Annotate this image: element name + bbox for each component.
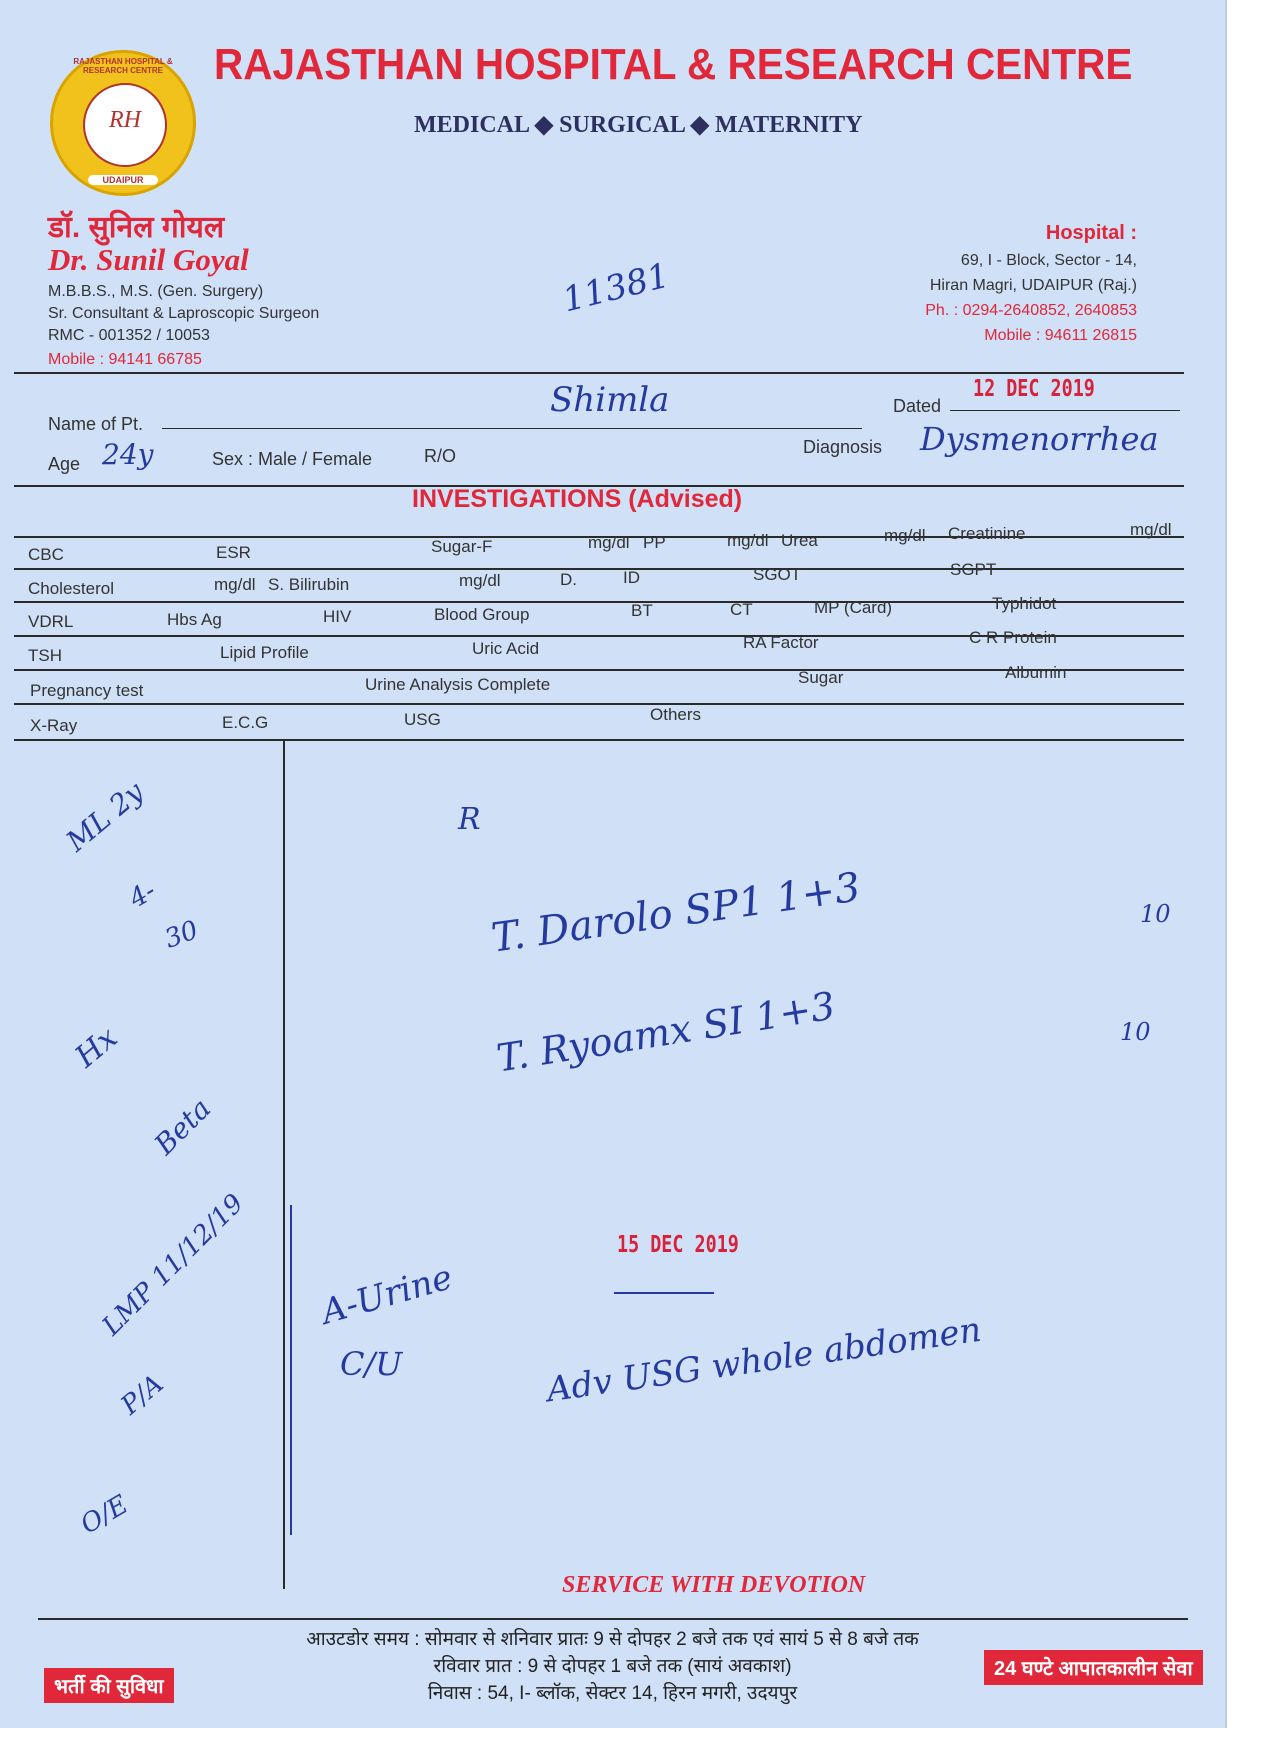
hospital-mobile: Mobile : 94611 26815: [984, 327, 1137, 344]
inv-ecg: E.C.G: [222, 713, 269, 732]
emergency-badge: 24 घण्टे आपातकालीन सेवा: [984, 1650, 1203, 1685]
inv-hiv: HIV: [323, 607, 352, 626]
header-divider: [14, 372, 1184, 374]
age-value: 24y: [102, 438, 154, 471]
diagnosis-value: Dysmenorrhea: [920, 420, 1159, 458]
note-left-7: P/A: [115, 1369, 170, 1421]
advice-3: Adv USG whole abdomen: [544, 1309, 984, 1411]
inv-sgot: SGOT: [753, 565, 802, 584]
footer-line-3: निवास : 54, I- ब्लॉक, सेक्टर 14, हिरन मगरी, उदयपुर: [427, 1683, 798, 1704]
inv-others: Others: [650, 705, 702, 724]
inv-urea-unit: mg/dl: [884, 526, 926, 545]
doctor-name: Dr. Sunil Goyal: [48, 242, 249, 277]
patient-name-line: [162, 428, 862, 429]
footer-line-1: आउटडोर समय : सोमवार से शनिवार प्रातः 9 से दोपहर 2 बजे तक एवं सायं 5 से 8 बजे तक: [306, 1629, 919, 1650]
inv-albumin: Albumin: [1005, 663, 1067, 682]
inv-blood-group: Blood Group: [434, 605, 530, 624]
diagnosis-label: Diagnosis: [803, 437, 883, 457]
logo-monogram: RH: [109, 107, 141, 133]
note-left-1: ML 2y: [59, 775, 150, 858]
file-number: 11381: [558, 255, 674, 321]
inv-cbc: CBC: [28, 545, 64, 564]
rx-line-2: T. Ryoamx SI 1+3: [493, 983, 839, 1081]
inv-sugar: Sugar: [798, 668, 844, 687]
note-left-8: O/E: [75, 1489, 134, 1541]
inv-sugar-f-unit: mg/dl: [588, 533, 630, 552]
inv-pp: PP: [643, 533, 666, 552]
inv-cholesterol-unit: mg/dl: [214, 575, 256, 594]
investigations-title: INVESTIGATIONS (Advised): [412, 485, 743, 513]
inv-uric-acid: Uric Acid: [472, 639, 540, 658]
inv-cholesterol: Cholesterol: [28, 579, 114, 598]
note-left-3: 30: [160, 915, 203, 955]
logo-city: UDAIPUR: [88, 175, 158, 185]
inv-pp-unit: mg/dl: [727, 531, 769, 550]
doctor-degrees: M.B.B.S., M.S. (Gen. Surgery): [48, 283, 264, 300]
hospital-logo: [50, 50, 196, 196]
inv-sgpt: SGPT: [950, 560, 997, 579]
inv-creatinine-unit: mg/dl: [1130, 520, 1172, 539]
note-left-6: LMP 11/12/19: [96, 1188, 250, 1342]
age-label: Age: [48, 454, 81, 474]
inv-tsh: TSH: [28, 646, 62, 665]
admission-badge: भर्ती की सुविधा: [44, 1668, 174, 1703]
note-margin-line: [290, 1205, 292, 1535]
inv-row-line-2: [14, 568, 1184, 570]
inv-lipid-profile: Lipid Profile: [220, 643, 309, 662]
hospital-address-1: 69, I - Block, Sector - 14,: [960, 252, 1137, 269]
inv-urine-analysis: Urine Analysis Complete: [365, 675, 551, 694]
date-stamp: 12 DEC 2019: [973, 376, 1095, 402]
inv-s-bilirubin-unit: mg/dl: [459, 571, 501, 590]
inv-row-line-6: [14, 703, 1184, 705]
footer-slogan: SERVICE WITH DEVOTION: [562, 1572, 866, 1598]
inv-xray: X-Ray: [30, 716, 78, 735]
ro-label: R/O: [424, 446, 457, 466]
inv-ra-factor: RA Factor: [743, 633, 819, 652]
inv-direct: D.: [560, 570, 577, 589]
inv-esr: ESR: [216, 543, 251, 562]
inv-c-r-protein: C R Protein: [969, 628, 1057, 647]
inv-row-line-7: [14, 739, 1184, 741]
follow-up-stamp: 15 DEC 2019: [617, 1232, 739, 1258]
inv-sugar-f: Sugar-F: [431, 537, 493, 556]
rx-line-1: T. Darolo SP1 1+3: [488, 864, 864, 962]
doctor-mobile: Mobile : 94141 66785: [48, 351, 202, 368]
inv-ct: CT: [730, 600, 753, 619]
hospital-address-2: Hiran Magri, UDAIPUR (Raj.): [929, 277, 1137, 294]
patient-name-label: Name of Pt.: [48, 414, 144, 434]
notes-divider: [283, 739, 285, 1589]
inv-bt: BT: [631, 601, 653, 620]
note-left-2: 4-: [124, 875, 162, 915]
dated-line: [950, 410, 1180, 411]
inv-usg: USG: [404, 710, 441, 729]
rx-symbol: R: [458, 802, 481, 837]
hospital-subtitle: MEDICAL ◆ SURGICAL ◆ MATERNITY: [414, 112, 863, 138]
inv-mp-card: MP (Card): [814, 598, 893, 617]
inv-s-bilirubin: S. Bilirubin: [268, 575, 350, 594]
inv-creatinine: Creatinine: [948, 524, 1026, 543]
note-left-5: Beta: [147, 1091, 218, 1162]
rx-days-2: 10: [1120, 1018, 1151, 1046]
dated-label: Dated: [893, 396, 942, 416]
doctor-rmc: RMC - 001352 / 10053: [48, 327, 210, 344]
hospital-label: Hospital :: [1045, 222, 1137, 244]
sex-label: Sex : Male / Female: [212, 449, 373, 469]
note-left-4: Hx: [68, 1020, 125, 1075]
inv-hbsag: Hbs Ag: [167, 610, 222, 629]
footer-line-2: रविवार प्रात : 9 से दोपहर 1 बजे तक (सायं अवकाश): [433, 1656, 792, 1677]
advice-2: C/U: [340, 1345, 403, 1383]
logo-ring-text: RAJASTHAN HOSPITAL & RESEARCH CENTRE: [73, 57, 173, 75]
hospital-phone: Ph. : 0294-2640852, 2640853: [925, 302, 1137, 319]
inv-urea: Urea: [781, 531, 818, 550]
inv-pregnancy-test: Pregnancy test: [30, 681, 144, 700]
footer-divider: [38, 1618, 1188, 1620]
rx-days-1: 10: [1140, 900, 1171, 928]
doctor-name-hindi: डॉ. सुनिल गोयल: [48, 211, 225, 244]
advice-1: A-Urine: [317, 1257, 457, 1333]
logo-inner: [83, 83, 167, 167]
doctor-designation: Sr. Consultant & Laproscopic Surgeon: [48, 305, 320, 322]
hospital-title: RAJASTHAN HOSPITAL & RESEARCH CENTRE: [214, 40, 1133, 89]
inv-typhidot: Typhidot: [992, 594, 1057, 613]
inv-indirect: ID: [623, 568, 640, 587]
patient-name-value: Shimla: [550, 380, 670, 420]
follow-up-underline: [614, 1292, 714, 1294]
inv-vdrl: VDRL: [28, 612, 74, 631]
